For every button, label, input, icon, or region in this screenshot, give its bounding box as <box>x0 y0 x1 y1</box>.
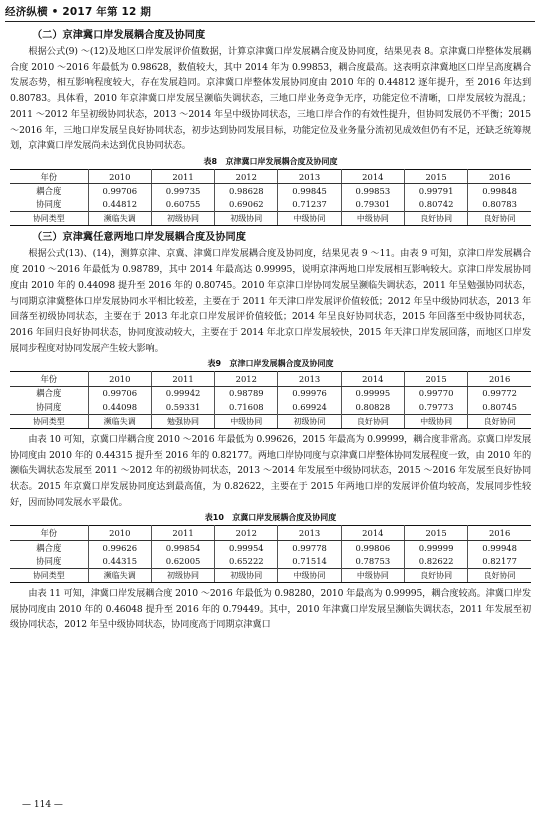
table-header-cell: 2011 <box>151 372 214 386</box>
table-cell: 0.99806 <box>341 540 404 554</box>
paragraph-overall-coupling: 根据公式(9) ～(12)及地区口岸发展评价值数据，计算京津冀口岸发展耦合度及协同度，结果见表 8。京津冀口岸整体发展耦合度 2010 ～2016 年最低为 0.98628，数值较大，其中 2014 年为 0.99853，耦合度最高。这表明京津冀地区口岸呈高度耦合发展态势，相互影响程度较大，存在发展趋同。京津冀口岸整体发展协同度由 2010 年的 0.44812 逐年提升，至 2016 年达到 0.80783。具体看，2010 年京津冀口岸发展呈濒临失调状态，三地口岸业务竞争无序，功能定位不清晰，口岸发展较为混乱；2011 ～2012 年呈初级协同状态，2013 ～2014 年呈中级协同状态，三地口岸合作的有效性提升，但协同发展仍不平衡；2015 ～2016 年，三地口岸发展呈良好协同状态，初步达到协同发展目标，功能定位及业务量分流初见成效但仍有不足，还缺乏统筹规划，京津冀口岸发展尚未达到优良协同状态。 <box>10 46 531 152</box>
table-cell: 良好协同 <box>341 414 404 428</box>
table-cell: 良好协同 <box>404 212 467 226</box>
table-cell: 0.71608 <box>215 400 278 414</box>
page-number: — 114 — <box>22 800 63 810</box>
table-header-cell: 2013 <box>278 169 341 183</box>
table-cell: 初级协同 <box>151 212 214 226</box>
table-header-cell: 2012 <box>215 169 278 183</box>
table-header-cell: 年份 <box>10 372 88 386</box>
table-header-cell: 2015 <box>404 526 467 540</box>
table-cell: 0.99995 <box>341 386 404 400</box>
table-cell: 0.71514 <box>278 554 341 568</box>
table-cell: 濒临失调 <box>88 212 151 226</box>
table-cell: 0.79773 <box>404 400 467 414</box>
table-cell: 协同度 <box>10 400 88 414</box>
table-cell: 0.99706 <box>88 184 151 198</box>
table-cell: 良好协同 <box>468 568 531 582</box>
table-cell: 0.99976 <box>278 386 341 400</box>
table-row <box>10 540 531 554</box>
table-row <box>10 386 531 400</box>
table-cell: 中级协同 <box>278 212 341 226</box>
table-cell: 中级协同 <box>341 568 404 582</box>
table-cell: 0.71237 <box>278 198 341 212</box>
table-cell: 0.82622 <box>404 554 467 568</box>
table-cell: 0.99778 <box>278 540 341 554</box>
table-cell: 中级协同 <box>278 568 341 582</box>
table-header-row <box>10 169 531 183</box>
table-header-cell: 2013 <box>278 526 341 540</box>
table-header-cell: 2010 <box>88 169 151 183</box>
table-cell: 协同度 <box>10 554 88 568</box>
table10 <box>10 525 531 583</box>
table-cell: 0.80745 <box>468 400 531 414</box>
table-cell: 0.80742 <box>404 198 467 212</box>
table-cell: 0.99948 <box>468 540 531 554</box>
table-cell: 良好协同 <box>468 212 531 226</box>
table-header-cell: 2016 <box>468 169 531 183</box>
table-cell: 0.99848 <box>468 184 531 198</box>
table-cell: 0.99706 <box>88 386 151 400</box>
paragraph-beijing-hebei: 由表 10 可知，京冀口岸耦合度 2010 ～2016 年最低为 0.99626，2015 年最高为 0.99999，耦合度非常高。京冀口岸发展协同度由 2010 年的 0.44315 提升至 2016 年的 0.82177。两地口岸协同度与京津冀口岸整体协同发展程度一致，由 2010 年的濒临失调状态发展至 2011 ～2012 年的初级协同状态，2013 ～2014 年发展至中级协同状态，2015 ～2016 年发展至良好协同状态。2015 年京冀口岸发展协同度达到最高值，为 0.82622，主要在于 2015 年两地口岸的发展评价值均较高，发展同步性较好，因而协同发展水平最优。 <box>10 433 531 508</box>
table-header-cell: 2011 <box>151 169 214 183</box>
table-header-row <box>10 372 531 386</box>
table-row <box>10 212 531 226</box>
table-cell: 0.44098 <box>88 400 151 414</box>
table-cell: 协同类型 <box>10 414 88 428</box>
table-cell: 0.69924 <box>278 400 341 414</box>
table-cell: 濒临失调 <box>88 568 151 582</box>
table-cell: 良好协同 <box>404 568 467 582</box>
table-cell: 初级协同 <box>215 568 278 582</box>
table-cell: 0.59331 <box>151 400 214 414</box>
table-cell: 耦合度 <box>10 184 88 198</box>
table8 <box>10 169 531 227</box>
table-cell: 0.99791 <box>404 184 467 198</box>
table-cell: 初级协同 <box>278 414 341 428</box>
section-heading-coupling: （二）京津冀口岸发展耦合度及协同度 <box>32 30 206 41</box>
table-header-cell: 2014 <box>341 526 404 540</box>
table-cell: 0.99735 <box>151 184 214 198</box>
table-cell: 协同类型 <box>10 568 88 582</box>
section-heading-pairwise: （三）京津冀任意两地口岸发展耦合度及协同度 <box>32 232 246 244</box>
table-cell: 良好协同 <box>468 414 531 428</box>
table-cell: 0.78753 <box>341 554 404 568</box>
table-header-cell: 年份 <box>10 526 88 540</box>
table-header-cell: 2011 <box>151 526 214 540</box>
table-cell: 中级协同 <box>404 414 467 428</box>
table-cell: 0.80828 <box>341 400 404 414</box>
table-cell: 协同度 <box>10 198 88 212</box>
table-header-cell: 2010 <box>88 372 151 386</box>
table-cell: 濒临失调 <box>88 414 151 428</box>
table-cell: 0.99626 <box>88 540 151 554</box>
table-header-cell: 2015 <box>404 169 467 183</box>
table-row <box>10 184 531 198</box>
table8-caption: 表8 京津冀口岸发展耦合度及协同度 <box>203 156 338 166</box>
table-cell: 0.98628 <box>215 184 278 198</box>
table-cell: 0.80783 <box>468 198 531 212</box>
table-header-cell: 2015 <box>404 372 467 386</box>
table-cell: 0.44315 <box>88 554 151 568</box>
table-header-cell: 年份 <box>10 169 88 183</box>
table-cell: 0.99854 <box>151 540 214 554</box>
table-row <box>10 554 531 568</box>
table-cell: 中级协同 <box>341 212 404 226</box>
table-header-cell: 2012 <box>215 526 278 540</box>
table-cell: 0.98789 <box>215 386 278 400</box>
table-cell: 初级协同 <box>215 212 278 226</box>
table-header-cell: 2014 <box>341 169 404 183</box>
table-header-cell: 2016 <box>468 372 531 386</box>
table-header-cell: 2014 <box>341 372 404 386</box>
table-header-row <box>10 526 531 540</box>
table-cell: 0.62005 <box>151 554 214 568</box>
table-cell: 勉强协同 <box>151 414 214 428</box>
table-cell: 0.99845 <box>278 184 341 198</box>
table-row <box>10 568 531 582</box>
table-cell: 初级协同 <box>151 568 214 582</box>
table-cell: 0.69062 <box>215 198 278 212</box>
article-body <box>10 27 531 633</box>
table9 <box>10 371 531 429</box>
table-header-cell: 2016 <box>468 526 531 540</box>
table-row <box>10 414 531 428</box>
table-header-cell: 2010 <box>88 526 151 540</box>
table-cell: 0.99770 <box>404 386 467 400</box>
table-cell: 中级协同 <box>215 414 278 428</box>
table-cell: 0.99772 <box>468 386 531 400</box>
table-cell: 协同类型 <box>10 212 88 226</box>
table-cell: 0.99999 <box>404 540 467 554</box>
table-cell: 0.99853 <box>341 184 404 198</box>
table-cell: 0.44812 <box>88 198 151 212</box>
table-cell: 0.65222 <box>215 554 278 568</box>
table-header-cell: 2013 <box>278 372 341 386</box>
table-cell: 耦合度 <box>10 540 88 554</box>
table-row <box>10 198 531 212</box>
table-header-cell: 2012 <box>215 372 278 386</box>
table-cell: 0.60755 <box>151 198 214 212</box>
paragraph-tianjin-hebei: 由表 11 可知，津冀口岸发展耦合度 2010 ～2016 年最低为 0.98280，2010 年最高为 0.99995，耦合度较高。津冀口岸发展协同度由 2010 年的 0.46048 提升至 2016 年的 0.79449。其中，2010 年津冀口岸发展呈濒临失调状态，2011 年发展至初级协同状态，2012 年呈中级协同状态，协同度高于同期京津冀口 <box>10 588 531 631</box>
table-cell: 0.99954 <box>215 540 278 554</box>
table-cell: 0.82177 <box>468 554 531 568</box>
table10-caption: 表10 京冀口岸发展耦合度及协同度 <box>204 513 337 523</box>
table-cell: 0.99942 <box>151 386 214 400</box>
table9-caption: 表9 京津口岸发展耦合度及协同度 <box>207 359 334 369</box>
table-row <box>10 400 531 414</box>
table-cell: 耦合度 <box>10 386 88 400</box>
table-cell: 0.79301 <box>341 198 404 212</box>
journal-title: 经济纵横 • 2017 年第 12 期 <box>5 6 152 18</box>
paragraph-beijing-tianjin: 根据公式(13)、(14)，测算京津、京冀、津冀口岸发展耦合度及协同度，结果见表 9 ～11。由表 9 可知，京津口岸发展耦合度 2010 ～2016 年最低为 0.98789，其中 2014 年最高达 0.99995，说明京津两地口岸发展相互影响较大。京津口岸发展协同度由 2010 年的 0.44098 提升至 2016 年的 0.80745。2010 年京津口岸协同发展呈濒临失调状态，2011 年呈勉强协同状态，与同期京津冀整体口岸发展协同水平相比较差，主要在于 2011 年天津口岸发展评价值较低；2012 年呈中级协同状态，2013 年回落至初级协同状态，主要在于 2013 年北京口岸发展评价值较低；2014 年呈良好协同状态，2015 年回落至中级协同状态，2016 年回归良好协同状态，协同度波动较大，主要在于 2014 年北京口岸发展较快，2015 年天津口岸发展回落，而地区口岸发展同步程度对协同发展产生较大影响。 <box>10 248 531 354</box>
journal-header <box>5 0 535 22</box>
